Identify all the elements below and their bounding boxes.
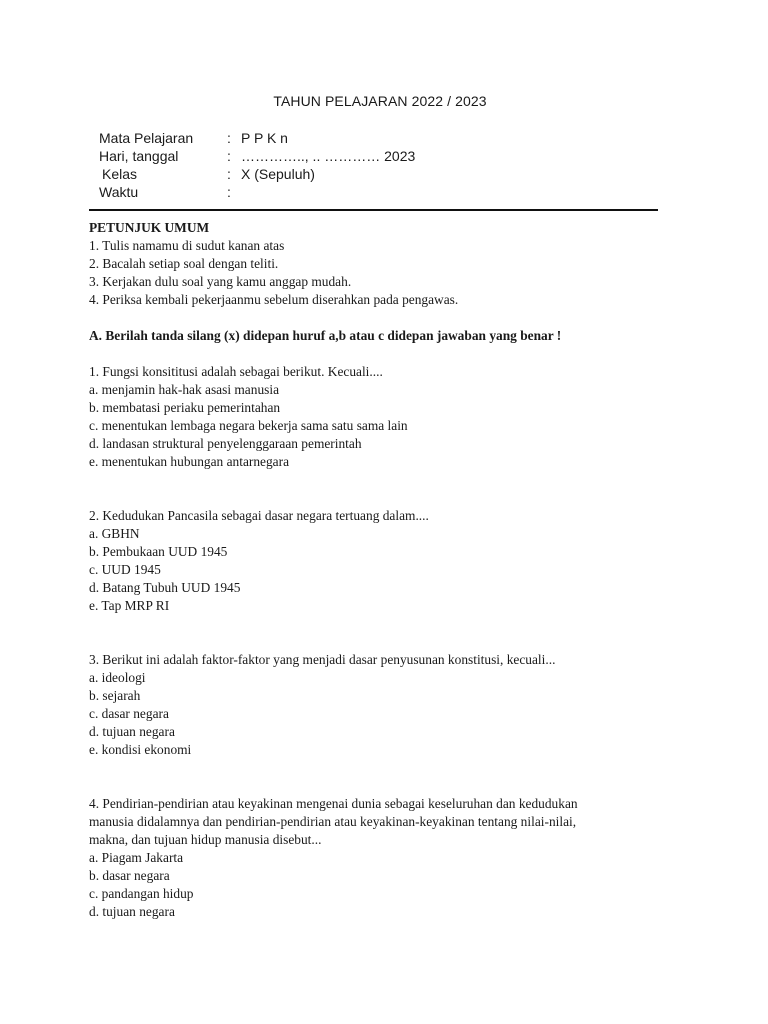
info-colon: :	[227, 166, 231, 182]
answer-option: d. tujuan negara	[89, 904, 175, 919]
question-4	[89, 795, 679, 921]
spacer	[89, 615, 679, 651]
instructions-heading: PETUNJUK UMUM	[89, 220, 210, 235]
answer-option: b. Pembukaan UUD 1945	[89, 544, 228, 559]
answer-option: d. landasan struktural penyelenggaraan pemerintah	[89, 436, 362, 451]
answer-option: a. GBHN	[89, 526, 140, 541]
info-label: Mata Pelajaran	[99, 130, 194, 146]
info-label: Kelas	[102, 166, 138, 182]
info-colon: :	[227, 130, 231, 146]
answer-option: e. menentukan hubungan antarnegara	[89, 454, 290, 469]
question-text: 2. Kedudukan Pancasila sebagai dasar negara tertuang dalam....	[89, 508, 429, 523]
question-text: 4. Pendirian-pendirian atau keyakinan mengenai dunia sebagai keseluruhan dan kedudukan	[89, 796, 578, 811]
instruction-item: 1. Tulis namamu di sudut kanan atas	[89, 238, 285, 253]
answer-option: b. membatasi periaku pemerintahan	[89, 400, 281, 415]
answer-option: b. sejarah	[89, 688, 141, 703]
question-text: makna, dan tujuan hidup manusia disebut...	[89, 832, 322, 847]
section-a-heading: A. Berilah tanda silang (x) didepan huruf a,b atau c didepan jawaban yang benar !	[89, 328, 562, 343]
answer-option: a. Piagam Jakarta	[89, 850, 184, 865]
answer-option: e. Tap MRP RI	[89, 598, 170, 613]
info-value: P P K n	[241, 130, 288, 146]
spacer	[89, 309, 679, 327]
instruction-item: 3. Kerjakan dulu soal yang kamu anggap mudah.	[89, 274, 352, 289]
question-text: 1. Fungsi konsititusi adalah sebagai berikut. Kecuali....	[89, 364, 383, 379]
info-value: ………….., .. ………… 2023	[241, 148, 416, 164]
question-2	[89, 507, 679, 615]
info-row-date	[99, 147, 415, 165]
answer-option: a. ideologi	[89, 670, 146, 685]
exam-info-block	[99, 129, 415, 201]
answer-option: c. UUD 1945	[89, 562, 161, 577]
question-text: 3. Berikut ini adalah faktor-faktor yang menjadi dasar penyusunan konstitusi, kecuali...	[89, 652, 556, 667]
spacer	[89, 471, 679, 507]
info-label: Hari, tanggal	[99, 148, 179, 164]
info-row-time	[99, 183, 415, 201]
info-row-class	[99, 165, 415, 183]
spacer	[89, 759, 679, 795]
answer-option: c. pandangan hidup	[89, 886, 194, 901]
info-colon: :	[227, 184, 231, 200]
answer-option: a. menjamin hak-hak asasi manusia	[89, 382, 280, 397]
info-label: Waktu	[99, 184, 139, 200]
answer-option: d. tujuan negara	[89, 724, 175, 739]
info-value: X (Sepuluh)	[241, 166, 315, 182]
answer-option: d. Batang Tubuh UUD 1945	[89, 580, 241, 595]
header-divider	[89, 209, 658, 211]
question-3	[89, 651, 679, 759]
exam-body	[89, 219, 679, 921]
instruction-item: 2. Bacalah setiap soal dengan teliti.	[89, 256, 279, 271]
answer-option: c. dasar negara	[89, 706, 169, 721]
instruction-item: 4. Periksa kembali pekerjaanmu sebelum diserahkan pada pengawas.	[89, 292, 459, 307]
question-text: manusia didalamnya dan pendirian-pendirian atau keyakinan-keyakinan tentang nilai-nilai,	[89, 814, 577, 829]
answer-option: c. menentukan lembaga negara bekerja sama satu sama lain	[89, 418, 408, 433]
page-title: TAHUN PELAJARAN 2022 / 2023	[273, 93, 487, 109]
info-row-subject	[99, 129, 415, 147]
answer-option: b. dasar negara	[89, 868, 170, 883]
question-1	[89, 363, 679, 471]
spacer	[89, 345, 679, 363]
info-colon: :	[227, 148, 231, 164]
answer-option: e. kondisi ekonomi	[89, 742, 192, 757]
